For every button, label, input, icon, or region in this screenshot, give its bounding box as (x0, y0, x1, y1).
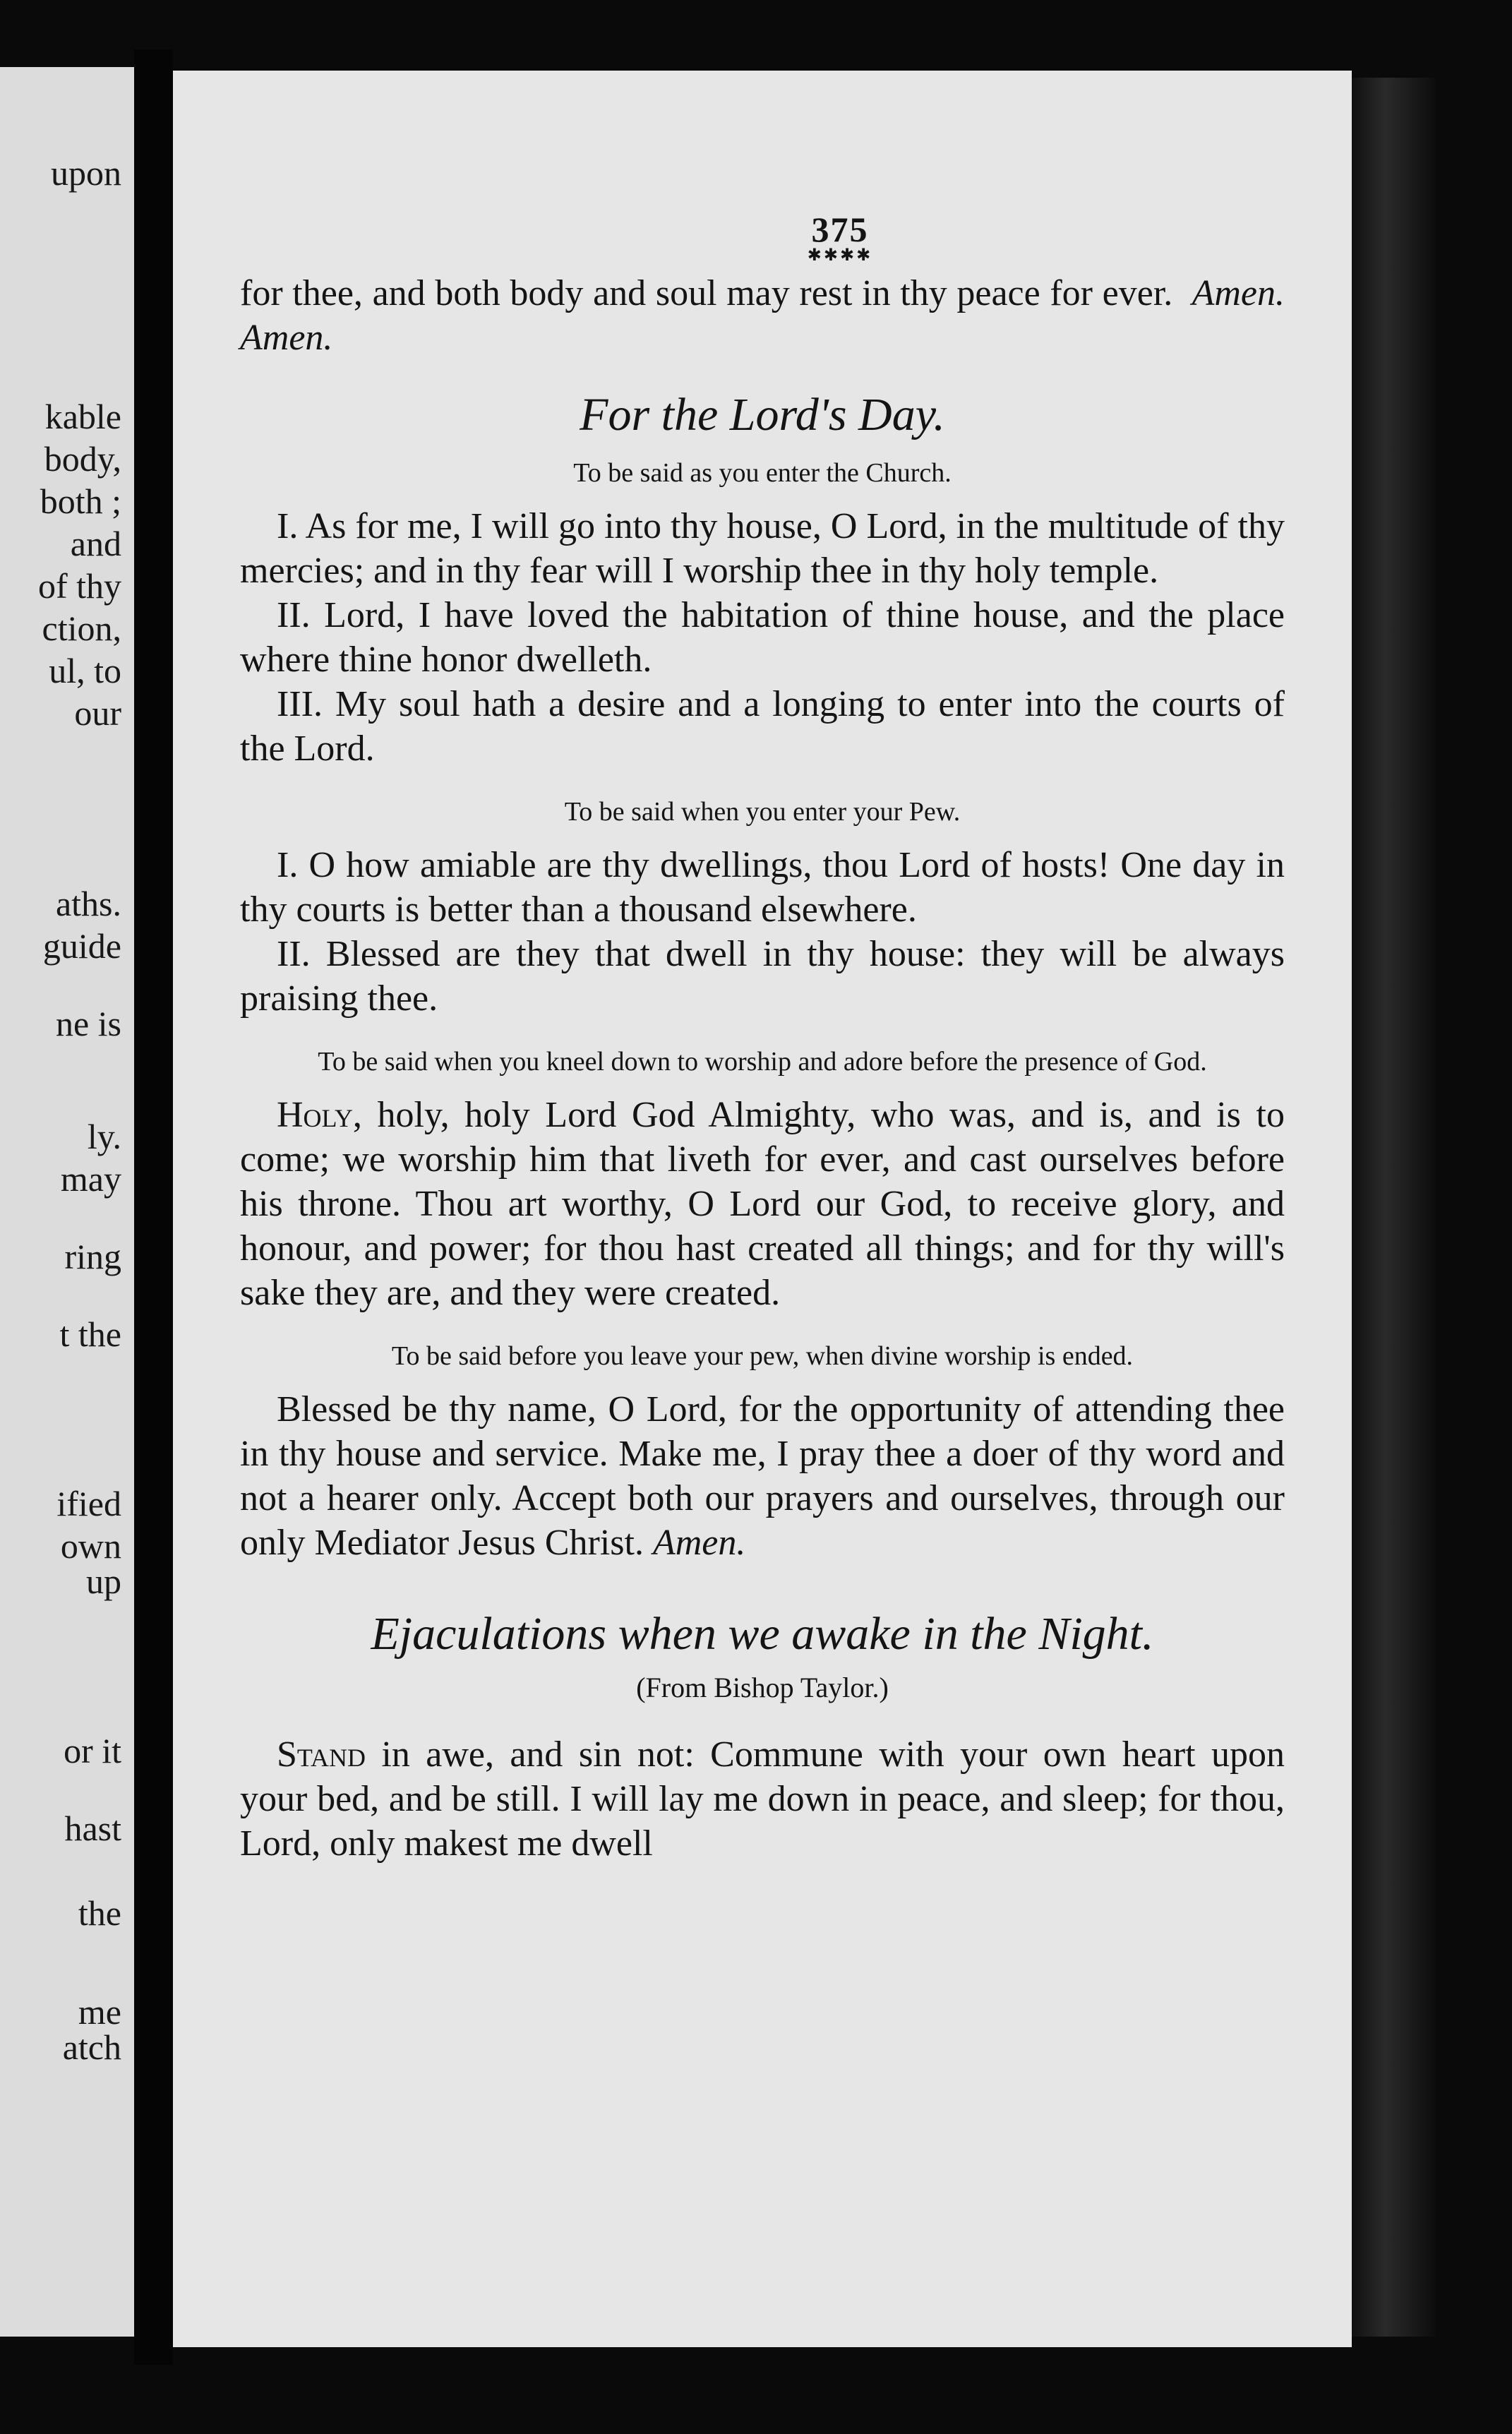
previous-page-line: ne is (55, 1004, 121, 1043)
page-content (240, 212, 1285, 1866)
rubric-kneel: To be said when you kneel down to worship and adore before the presence of God. (318, 1047, 1207, 1077)
previous-page-line: or it (64, 1731, 121, 1770)
holy-prayer-text: holy, holy Lord God Almighty, who was, and is, and is to come; we worship him that liveth for ever, and cast ourselves before his throne. Thou art worthy, O Lord our God, to receive glory, and honour, and power; for thou hast created all things; and for thy will's sake they are, and they were created. (240, 1095, 1285, 1313)
previous-page-line: atch (62, 2027, 121, 2067)
church-verse-1: I. As for me, I will go into thy house, O Lord, in the multitude of thy mercies; and in thy fear will I worship thee in thy holy temple. (240, 506, 1285, 591)
previous-page-line: me (78, 1992, 121, 2032)
page (173, 71, 1352, 2347)
previous-page-line: own (60, 1526, 121, 1566)
previous-page-line: ly. (87, 1117, 121, 1156)
previous-page-line: hast (64, 1809, 121, 1848)
section-title-ejaculations: Ejaculations when we awake in the Night. (371, 1608, 1154, 1660)
rubric-enter-church: To be said as you enter the Church. (573, 458, 952, 488)
previous-page-line: both ; (40, 481, 121, 521)
pew-verse-2: II. Blessed are they that dwell in thy house: they will be always praising thee. (240, 934, 1285, 1019)
page-edge (1352, 78, 1436, 2337)
previous-page-line: aths. (55, 884, 121, 923)
continuation-text: for thee, and both body and soul may rest in thy peace for ever. (240, 273, 1173, 313)
previous-page-line: guide (42, 926, 121, 966)
rubric-leave-pew: To be said before you leave your pew, when divine worship is ended. (391, 1341, 1134, 1371)
leave-prayer-amen: Amen. (652, 1523, 746, 1563)
leave-prayer-text: Blessed be thy name, O Lord, for the opportunity of attending thee in thy house and service. Make me, I pray thee a doer of thy word and not a hearer only. Accept both our prayers and ourselves, through our only Mediator Jesus Christ. (240, 1389, 1285, 1563)
continuation-paragraph (240, 271, 1285, 360)
previous-page-line: ul, to (49, 651, 121, 690)
previous-page-line: our (74, 693, 121, 733)
source-attribution: (From Bishop Taylor.) (636, 1672, 889, 1703)
previous-page-line: of thy (37, 566, 121, 606)
stand-first-word: Stand (277, 1734, 366, 1775)
previous-page-line: ified (56, 1484, 121, 1523)
stand-text: in awe, and sin not: Commune with your own heart upon your bed, and be still. I will lay me down in peace, and sleep; for thou, Lord, only makest me dwell (240, 1734, 1285, 1864)
church-verse-3: III. My soul hath a desire and a longing to enter into the courts of the Lord. (240, 684, 1285, 769)
page-ornament: ✱✱✱✱ (807, 246, 873, 265)
previous-page-line: the (78, 1893, 121, 1933)
church-verse-2: II. Lord, I have loved the habitation of thine house, and the place where thine honor dwelleth. (240, 595, 1285, 680)
leave-prayer (240, 1387, 1285, 1565)
holy-prayer-first-word: Holy, (277, 1095, 362, 1135)
book-gutter (134, 49, 173, 2365)
rubric-enter-pew: To be said when you enter your Pew. (564, 797, 961, 827)
previous-page-line: ction, (42, 608, 121, 648)
previous-page-line: t the (59, 1314, 121, 1354)
previous-page-line: may (60, 1159, 121, 1199)
previous-page-line: kable (44, 397, 121, 436)
section-title-lords-day: For the Lord's Day. (580, 389, 945, 440)
pew-verse-1: I. O how amiable are thy dwellings, thou Lord of hosts! One day in thy courts is better than a thousand elsewhere. (240, 845, 1285, 930)
previous-page-strip (0, 67, 134, 2337)
previous-page-line: ring (64, 1237, 121, 1276)
previous-page-line: body, (44, 439, 121, 479)
previous-page-line: and (70, 524, 121, 563)
previous-page-line: up (86, 1561, 121, 1601)
continuation-amen: Amen. Amen. (240, 273, 1285, 358)
stand-in-awe-paragraph (240, 1732, 1285, 1866)
page-number: 375 (811, 210, 869, 249)
holy-prayer (240, 1093, 1285, 1315)
previous-page-line: upon (51, 153, 121, 193)
